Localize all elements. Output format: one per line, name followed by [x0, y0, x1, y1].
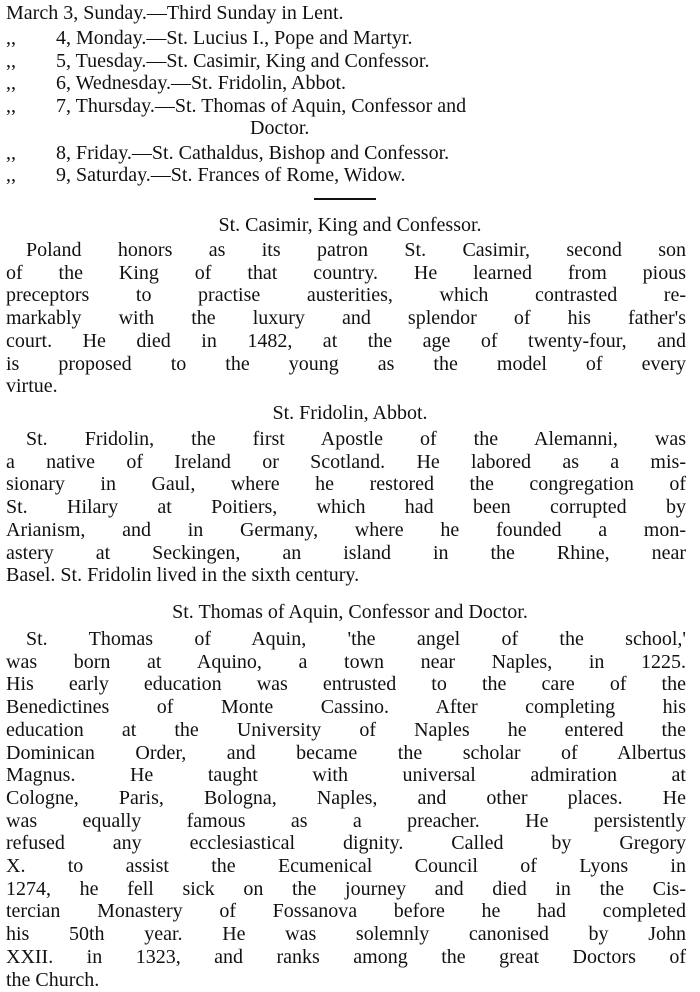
calendar-entry: Wednesday.—St. Fridolin, Abbot.: [75, 72, 347, 94]
calendar-date: ,, 4,: [6, 27, 71, 49]
calendar-date: ,, 6,: [6, 72, 71, 94]
calendar-date: ,, 5,: [6, 50, 71, 72]
text-line: sionary in Gaul, where he restored the congregation of: [6, 473, 686, 496]
section-body-fridolin: [6, 428, 686, 587]
calendar-line-3: [6, 50, 429, 72]
text-line: markably with the luxury and splendor of his father's: [6, 307, 686, 330]
text-line: his 50th year. He was solemnly canonised by John: [6, 923, 686, 946]
section-body-thomas: [6, 628, 686, 991]
text-line: Basel. St. Fridolin lived in the sixth century.: [6, 564, 360, 587]
calendar-date: ,, 7,: [6, 95, 71, 117]
calendar-entry: Sunday.—Third Sunday in Lent.: [83, 2, 344, 24]
calendar-date: ,, 8,: [6, 142, 71, 164]
text-line: Cologne, Paris, Bologna, Naples, and other places. He: [6, 786, 686, 809]
calendar-entry: Monday.—St. Lucius I., Pope and Martyr.: [76, 27, 413, 49]
text-line: 1274, he fell sick on the journey and died in the Cis-: [6, 877, 686, 900]
calendar-line-7: [6, 142, 449, 164]
calendar-entry: Friday.—St. Cathaldus, Bishop and Confessor.: [76, 142, 450, 164]
calendar-entry: Saturday.—St. Frances of Rome, Widow.: [76, 164, 406, 186]
text-line: Magnus. He taught with universal admiration at: [6, 764, 686, 787]
text-line: Dominican Order, and became the scholar of Albertus: [6, 741, 686, 764]
text-line: tercian Monastery of Fossanova before he had completed: [6, 900, 686, 923]
calendar-date: March 3,: [6, 2, 79, 24]
text-line: astery at Seckingen, an island in the Rhine, near: [6, 541, 686, 564]
text-line: XXII. in 1323, and ranks among the great Doctors of: [6, 945, 686, 968]
text-line: Poland honors as its patron St. Casimir, second son: [26, 239, 686, 261]
section-heading-casimir: St. Casimir, King and Confessor.: [218, 214, 482, 236]
calendar-entry: Tuesday.—St. Casimir, King and Confessor.: [75, 50, 430, 72]
text-line: Arianism, and in Germany, where he founded a mon-: [6, 518, 686, 541]
calendar-line-1: [6, 2, 344, 24]
text-line: a native of Ireland or Scotland. He labored as a mis-: [6, 450, 686, 473]
text-line: St. Fridolin, the first Apostle of the Alemanni, was: [26, 428, 686, 450]
text-line: court. He died in 1482, at the age of twenty-four, and: [6, 329, 686, 352]
text-line: was born at Aquino, a town near Naples, in 1225.: [6, 650, 686, 673]
text-line: St. Thomas of Aquin, 'the angel of the school,': [26, 628, 686, 650]
calendar-line-2: [6, 27, 412, 49]
calendar-date: ,, 9,: [6, 164, 71, 186]
text-line: preceptors to practise austerities, which contrasted re-: [6, 284, 686, 307]
text-line: refused any ecclesiastical dignity. Called by Gregory: [6, 832, 686, 855]
text-line: Benedictines of Monte Cassino. After completing his: [6, 696, 686, 719]
section-body-casimir: [6, 239, 686, 398]
text-line: X. to assist the Ecumenical Council of Lyons in: [6, 855, 686, 878]
section-heading-thomas: St. Thomas of Aquin, Confessor and Doctor.: [172, 601, 528, 623]
calendar-entry: Thursday.—St. Thomas of Aquin, Confessor and: [75, 95, 467, 117]
calendar-line-6: [250, 117, 309, 139]
text-line: His early education was entrusted to the care of the: [6, 673, 686, 696]
text-line: of the King of that country. He learned from pious: [6, 261, 686, 284]
calendar-line-5: [6, 95, 466, 117]
text-line: was equally famous as a preacher. He persistently: [6, 809, 686, 832]
text-line: is proposed to the young as the model of every: [6, 352, 686, 375]
text-line: virtue.: [6, 375, 58, 398]
calendar-line-4: [6, 72, 346, 94]
calendar-line-8: [6, 164, 406, 186]
text-line: St. Hilary at Poitiers, which had been corrupted by: [6, 496, 686, 519]
text-line: education at the University of Naples he entered the: [6, 718, 686, 741]
calendar-entry: Doctor.: [250, 117, 310, 139]
divider-rule: [314, 198, 376, 200]
section-heading-fridolin: St. Fridolin, Abbot.: [272, 402, 428, 424]
text-line: the Church.: [6, 968, 100, 991]
